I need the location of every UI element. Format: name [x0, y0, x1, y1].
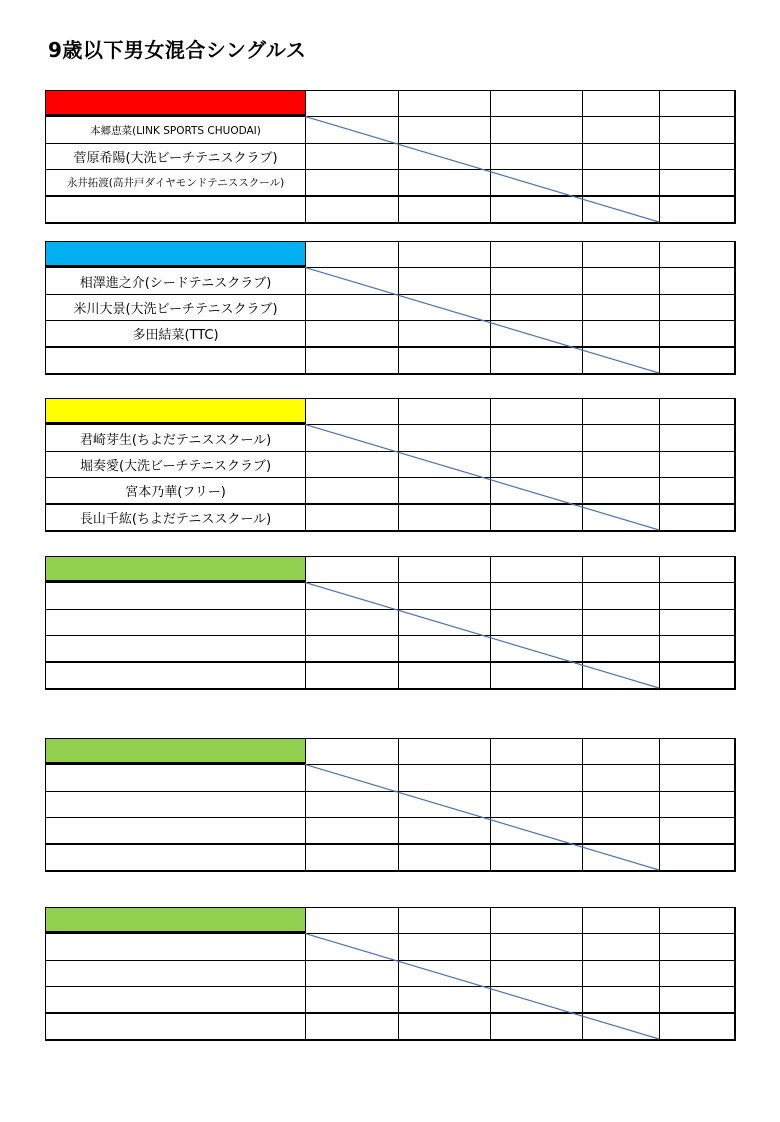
score-cell	[659, 320, 736, 346]
player-name-cell	[45, 504, 305, 530]
score-cell	[398, 662, 490, 688]
score-cell	[490, 609, 582, 635]
player-name-cell	[45, 635, 305, 661]
score-cell	[659, 267, 736, 293]
header-cell	[659, 398, 736, 424]
group-grid	[45, 556, 736, 690]
score-cell	[398, 609, 490, 635]
player-name: 君崎芽生(ちよだテニススクール)	[79, 432, 272, 448]
player-name-cell	[45, 609, 305, 635]
header-cell	[659, 907, 736, 933]
score-cell	[582, 116, 659, 142]
score-cell	[305, 791, 398, 817]
player-name-cell	[45, 960, 305, 986]
score-cell	[582, 764, 659, 790]
score-cell	[490, 267, 582, 293]
score-cell	[490, 116, 582, 142]
score-cell	[305, 143, 398, 169]
score-cell	[659, 424, 736, 450]
player-name-cell	[45, 477, 305, 503]
group-color-header	[45, 90, 305, 116]
score-cell	[398, 635, 490, 661]
header-cell	[582, 90, 659, 116]
score-cell	[582, 582, 659, 608]
player-name-cell	[45, 320, 305, 346]
score-cell	[398, 817, 490, 843]
header-cell	[398, 241, 490, 267]
header-cell	[582, 738, 659, 764]
score-cell	[490, 196, 582, 222]
score-cell	[305, 424, 398, 450]
score-cell	[659, 662, 736, 688]
score-cell	[305, 986, 398, 1012]
score-cell	[659, 609, 736, 635]
score-cell	[659, 196, 736, 222]
score-cell	[582, 451, 659, 477]
player-name-cell	[45, 169, 305, 195]
group-grid	[45, 738, 736, 872]
score-cell	[398, 764, 490, 790]
header-cell	[659, 556, 736, 582]
player-name: 多田結菜(TTC)	[132, 327, 219, 343]
header-cell	[305, 241, 398, 267]
score-cell	[490, 764, 582, 790]
score-cell	[490, 582, 582, 608]
score-cell	[582, 986, 659, 1012]
header-cell	[398, 90, 490, 116]
score-cell	[582, 1013, 659, 1039]
score-cell	[659, 294, 736, 320]
score-cell	[582, 844, 659, 870]
header-cell	[305, 398, 398, 424]
score-cell	[490, 933, 582, 959]
score-cell	[398, 451, 490, 477]
player-name-cell	[45, 791, 305, 817]
header-cell	[398, 907, 490, 933]
score-cell	[490, 960, 582, 986]
player-name-cell	[45, 143, 305, 169]
score-cell	[305, 960, 398, 986]
header-cell	[398, 398, 490, 424]
score-cell	[305, 844, 398, 870]
score-cell	[490, 986, 582, 1012]
header-cell	[490, 241, 582, 267]
score-cell	[398, 933, 490, 959]
score-cell	[398, 1013, 490, 1039]
player-name: 本郷恵菜(LINK SPORTS CHUODAI)	[90, 124, 261, 137]
score-cell	[582, 791, 659, 817]
score-cell	[398, 960, 490, 986]
score-cell	[305, 662, 398, 688]
header-cell	[305, 90, 398, 116]
score-cell	[582, 662, 659, 688]
score-cell	[305, 294, 398, 320]
player-name-cell	[45, 1013, 305, 1039]
score-cell	[398, 504, 490, 530]
score-cell	[305, 1013, 398, 1039]
score-cell	[398, 424, 490, 450]
score-cell	[659, 791, 736, 817]
player-name-cell	[45, 424, 305, 450]
score-cell	[659, 933, 736, 959]
score-cell	[398, 267, 490, 293]
player-name-cell	[45, 662, 305, 688]
score-cell	[305, 320, 398, 346]
player-name: 長山千紘(ちよだテニススクール)	[79, 511, 272, 527]
score-cell	[490, 844, 582, 870]
player-name: 米川大景(大洗ビーチテニスクラブ)	[73, 301, 278, 317]
score-cell	[659, 451, 736, 477]
player-name: 相澤進之介(シードテニスクラブ)	[79, 275, 272, 291]
page-title: 9歳以下男女混合シングルス	[48, 38, 307, 62]
score-cell	[659, 169, 736, 195]
player-name-cell	[45, 347, 305, 373]
score-cell	[305, 477, 398, 503]
header-cell	[659, 241, 736, 267]
group-grid	[45, 907, 736, 1041]
group-grid	[45, 398, 736, 532]
score-cell	[305, 933, 398, 959]
player-name-cell	[45, 267, 305, 293]
header-cell	[398, 556, 490, 582]
score-cell	[398, 477, 490, 503]
score-cell	[398, 347, 490, 373]
score-cell	[582, 347, 659, 373]
score-cell	[490, 294, 582, 320]
header-cell	[582, 398, 659, 424]
player-name-cell	[45, 817, 305, 843]
score-cell	[659, 347, 736, 373]
score-cell	[490, 817, 582, 843]
score-cell	[582, 609, 659, 635]
score-cell	[582, 960, 659, 986]
score-cell	[305, 347, 398, 373]
header-cell	[490, 556, 582, 582]
score-cell	[398, 196, 490, 222]
score-cell	[582, 196, 659, 222]
player-name-cell	[45, 844, 305, 870]
score-cell	[398, 116, 490, 142]
score-cell	[305, 504, 398, 530]
score-cell	[582, 817, 659, 843]
score-cell	[490, 451, 582, 477]
score-cell	[659, 143, 736, 169]
score-cell	[305, 169, 398, 195]
score-cell	[398, 582, 490, 608]
header-cell	[490, 90, 582, 116]
score-cell	[305, 635, 398, 661]
header-cell	[659, 738, 736, 764]
group-color-header	[45, 907, 305, 933]
player-name-cell	[45, 764, 305, 790]
score-cell	[398, 844, 490, 870]
score-cell	[490, 791, 582, 817]
player-name: 永井拓渡(高井戸ダイヤモンドテニススクール)	[66, 176, 285, 189]
score-cell	[305, 116, 398, 142]
score-cell	[582, 294, 659, 320]
score-cell	[582, 143, 659, 169]
score-cell	[398, 791, 490, 817]
player-name-cell	[45, 116, 305, 142]
header-cell	[398, 738, 490, 764]
player-name: 堀奏愛(大洗ビーチテニスクラブ)	[79, 458, 272, 474]
group-color-header	[45, 738, 305, 764]
score-cell	[490, 1013, 582, 1039]
header-cell	[582, 556, 659, 582]
score-cell	[305, 609, 398, 635]
header-cell	[582, 907, 659, 933]
score-cell	[659, 817, 736, 843]
header-cell	[490, 398, 582, 424]
score-cell	[490, 169, 582, 195]
score-cell	[582, 267, 659, 293]
score-cell	[490, 347, 582, 373]
player-name-cell	[45, 986, 305, 1012]
header-cell	[490, 907, 582, 933]
score-cell	[490, 477, 582, 503]
score-cell	[398, 143, 490, 169]
score-cell	[659, 635, 736, 661]
score-cell	[582, 504, 659, 530]
group-color-header	[45, 398, 305, 424]
score-cell	[490, 504, 582, 530]
score-cell	[659, 986, 736, 1012]
score-cell	[398, 986, 490, 1012]
player-name: 菅原希陽(大洗ビーチテニスクラブ)	[73, 150, 278, 166]
score-cell	[582, 169, 659, 195]
score-cell	[659, 504, 736, 530]
score-cell	[582, 635, 659, 661]
score-cell	[490, 320, 582, 346]
player-name-cell	[45, 451, 305, 477]
score-cell	[582, 424, 659, 450]
player-name-cell	[45, 294, 305, 320]
score-cell	[659, 764, 736, 790]
player-name-cell	[45, 933, 305, 959]
score-cell	[659, 960, 736, 986]
score-cell	[582, 933, 659, 959]
score-cell	[490, 635, 582, 661]
score-cell	[398, 169, 490, 195]
score-cell	[305, 196, 398, 222]
header-cell	[582, 241, 659, 267]
score-cell	[659, 1013, 736, 1039]
header-cell	[305, 907, 398, 933]
group-color-header	[45, 556, 305, 582]
group-color-header	[45, 241, 305, 267]
header-cell	[305, 738, 398, 764]
player-name-cell	[45, 196, 305, 222]
score-cell	[659, 477, 736, 503]
score-cell	[490, 662, 582, 688]
score-cell	[398, 320, 490, 346]
header-cell	[659, 90, 736, 116]
score-cell	[398, 294, 490, 320]
header-cell	[305, 556, 398, 582]
group-grid	[45, 90, 736, 224]
score-cell	[659, 844, 736, 870]
score-cell	[659, 582, 736, 608]
score-cell	[490, 143, 582, 169]
score-cell	[305, 451, 398, 477]
score-cell	[305, 582, 398, 608]
score-cell	[490, 424, 582, 450]
player-name-cell	[45, 582, 305, 608]
score-cell	[305, 267, 398, 293]
group-grid	[45, 241, 736, 375]
header-cell	[490, 738, 582, 764]
score-cell	[659, 116, 736, 142]
score-cell	[582, 477, 659, 503]
score-cell	[305, 764, 398, 790]
player-name: 宮本乃華(フリー)	[125, 484, 226, 500]
score-cell	[305, 817, 398, 843]
score-cell	[582, 320, 659, 346]
